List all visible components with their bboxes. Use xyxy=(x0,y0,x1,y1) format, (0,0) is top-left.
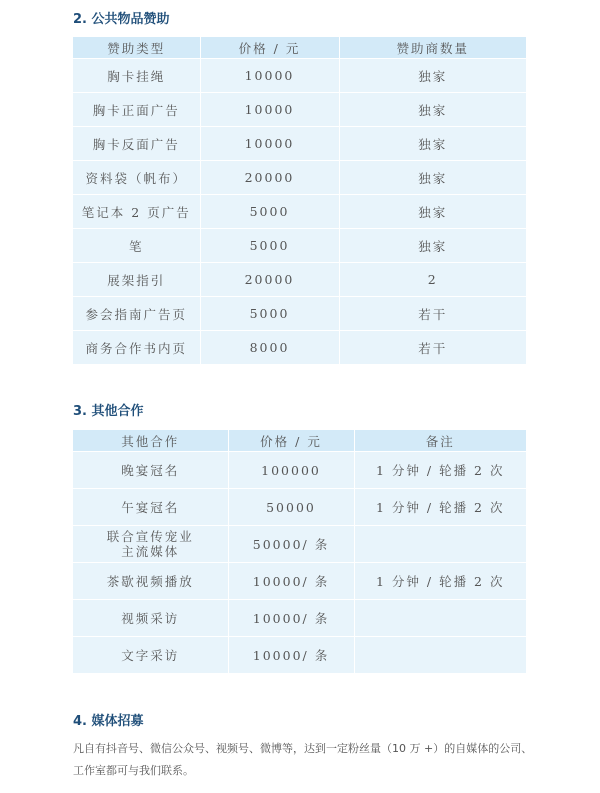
table-cell: 展架指引 xyxy=(73,263,200,297)
table-row xyxy=(73,526,526,563)
table-cell: 独家 xyxy=(339,127,526,161)
table-cell xyxy=(354,526,526,563)
table-cell: 胸卡挂绳 xyxy=(73,59,200,93)
table-cell: 5000 xyxy=(200,195,339,229)
table-cell: 独家 xyxy=(339,93,526,127)
table-cell: 联合宣传宠业 主流媒体 xyxy=(73,526,228,563)
table-cell: 资料袋（帆布） xyxy=(73,161,200,195)
table-cell: 文字采访 xyxy=(73,637,228,674)
table-row xyxy=(73,127,526,161)
table-cell: 20000 xyxy=(200,263,339,297)
table-cell: 独家 xyxy=(339,195,526,229)
table-cell: 20000 xyxy=(200,161,339,195)
table-cell: 视频采访 xyxy=(73,600,228,637)
table-cell: 10000 xyxy=(200,59,339,93)
column-header: 价格 / 元 xyxy=(200,37,339,59)
table-cell: 100000 xyxy=(228,452,354,489)
table-cell: 10000/ 条 xyxy=(228,637,354,674)
table-cell: 2 xyxy=(339,263,526,297)
table-cell: 参会指南广告页 xyxy=(73,297,200,331)
column-header: 赞助类型 xyxy=(73,37,200,59)
section-2-title: 2. 公共物品赞助 xyxy=(73,12,170,27)
table-cell: 10000/ 条 xyxy=(228,600,354,637)
section-3-title: 3. 其他合作 xyxy=(73,404,144,419)
table-cell: 晚宴冠名 xyxy=(73,452,228,489)
table-cell: 8000 xyxy=(200,331,339,365)
table-cell: 若干 xyxy=(339,331,526,365)
table-row xyxy=(73,229,526,263)
table-cell: 10000 xyxy=(200,127,339,161)
table-row xyxy=(73,195,526,229)
table-row xyxy=(73,297,526,331)
table-cell: 午宴冠名 xyxy=(73,489,228,526)
table-cell: 独家 xyxy=(339,59,526,93)
other-cooperation-table xyxy=(73,430,526,673)
sponsorship-table xyxy=(73,37,526,364)
table-cell: 笔记本 2 页广告 xyxy=(73,195,200,229)
table-cell: 5000 xyxy=(200,229,339,263)
table-row xyxy=(73,331,526,365)
table-row xyxy=(73,563,526,600)
table-cell: 5000 xyxy=(200,297,339,331)
table-cell: 50000/ 条 xyxy=(228,526,354,563)
column-header: 价格 / 元 xyxy=(228,430,354,452)
table-cell: 笔 xyxy=(73,229,200,263)
table-row xyxy=(73,600,526,637)
table-row xyxy=(73,93,526,127)
table-cell: 独家 xyxy=(339,229,526,263)
table-header-row xyxy=(73,37,526,59)
table-cell: 10000 xyxy=(200,93,339,127)
media-recruit-text: 凡自有抖音号、微信公众号、视频号、微博等，达到一定粉丝量（10 万 +）的自媒体的公司、工作室都可与我们联系。 xyxy=(73,742,533,777)
table-row xyxy=(73,161,526,195)
table-cell: 1 分钟 / 轮播 2 次 xyxy=(354,489,526,526)
table-cell: 若干 xyxy=(339,297,526,331)
table-header-row xyxy=(73,430,526,452)
table-row xyxy=(73,452,526,489)
table-row xyxy=(73,489,526,526)
table-cell: 1 分钟 / 轮播 2 次 xyxy=(354,563,526,600)
table-cell xyxy=(354,600,526,637)
table-cell xyxy=(354,637,526,674)
table-row xyxy=(73,263,526,297)
table-row xyxy=(73,59,526,93)
table-cell: 胸卡正面广告 xyxy=(73,93,200,127)
table-cell: 独家 xyxy=(339,161,526,195)
table-cell: 胸卡反面广告 xyxy=(73,127,200,161)
table-row xyxy=(73,637,526,674)
table-cell: 商务合作书内页 xyxy=(73,331,200,365)
table-cell: 1 分钟 / 轮播 2 次 xyxy=(354,452,526,489)
table-cell: 50000 xyxy=(228,489,354,526)
table-cell: 茶歇视频播放 xyxy=(73,563,228,600)
column-header: 赞助商数量 xyxy=(339,37,526,59)
column-header: 备注 xyxy=(354,430,526,452)
column-header: 其他合作 xyxy=(73,430,228,452)
table-cell: 10000/ 条 xyxy=(228,563,354,600)
section-4-title: 4. 媒体招募 xyxy=(73,714,144,729)
